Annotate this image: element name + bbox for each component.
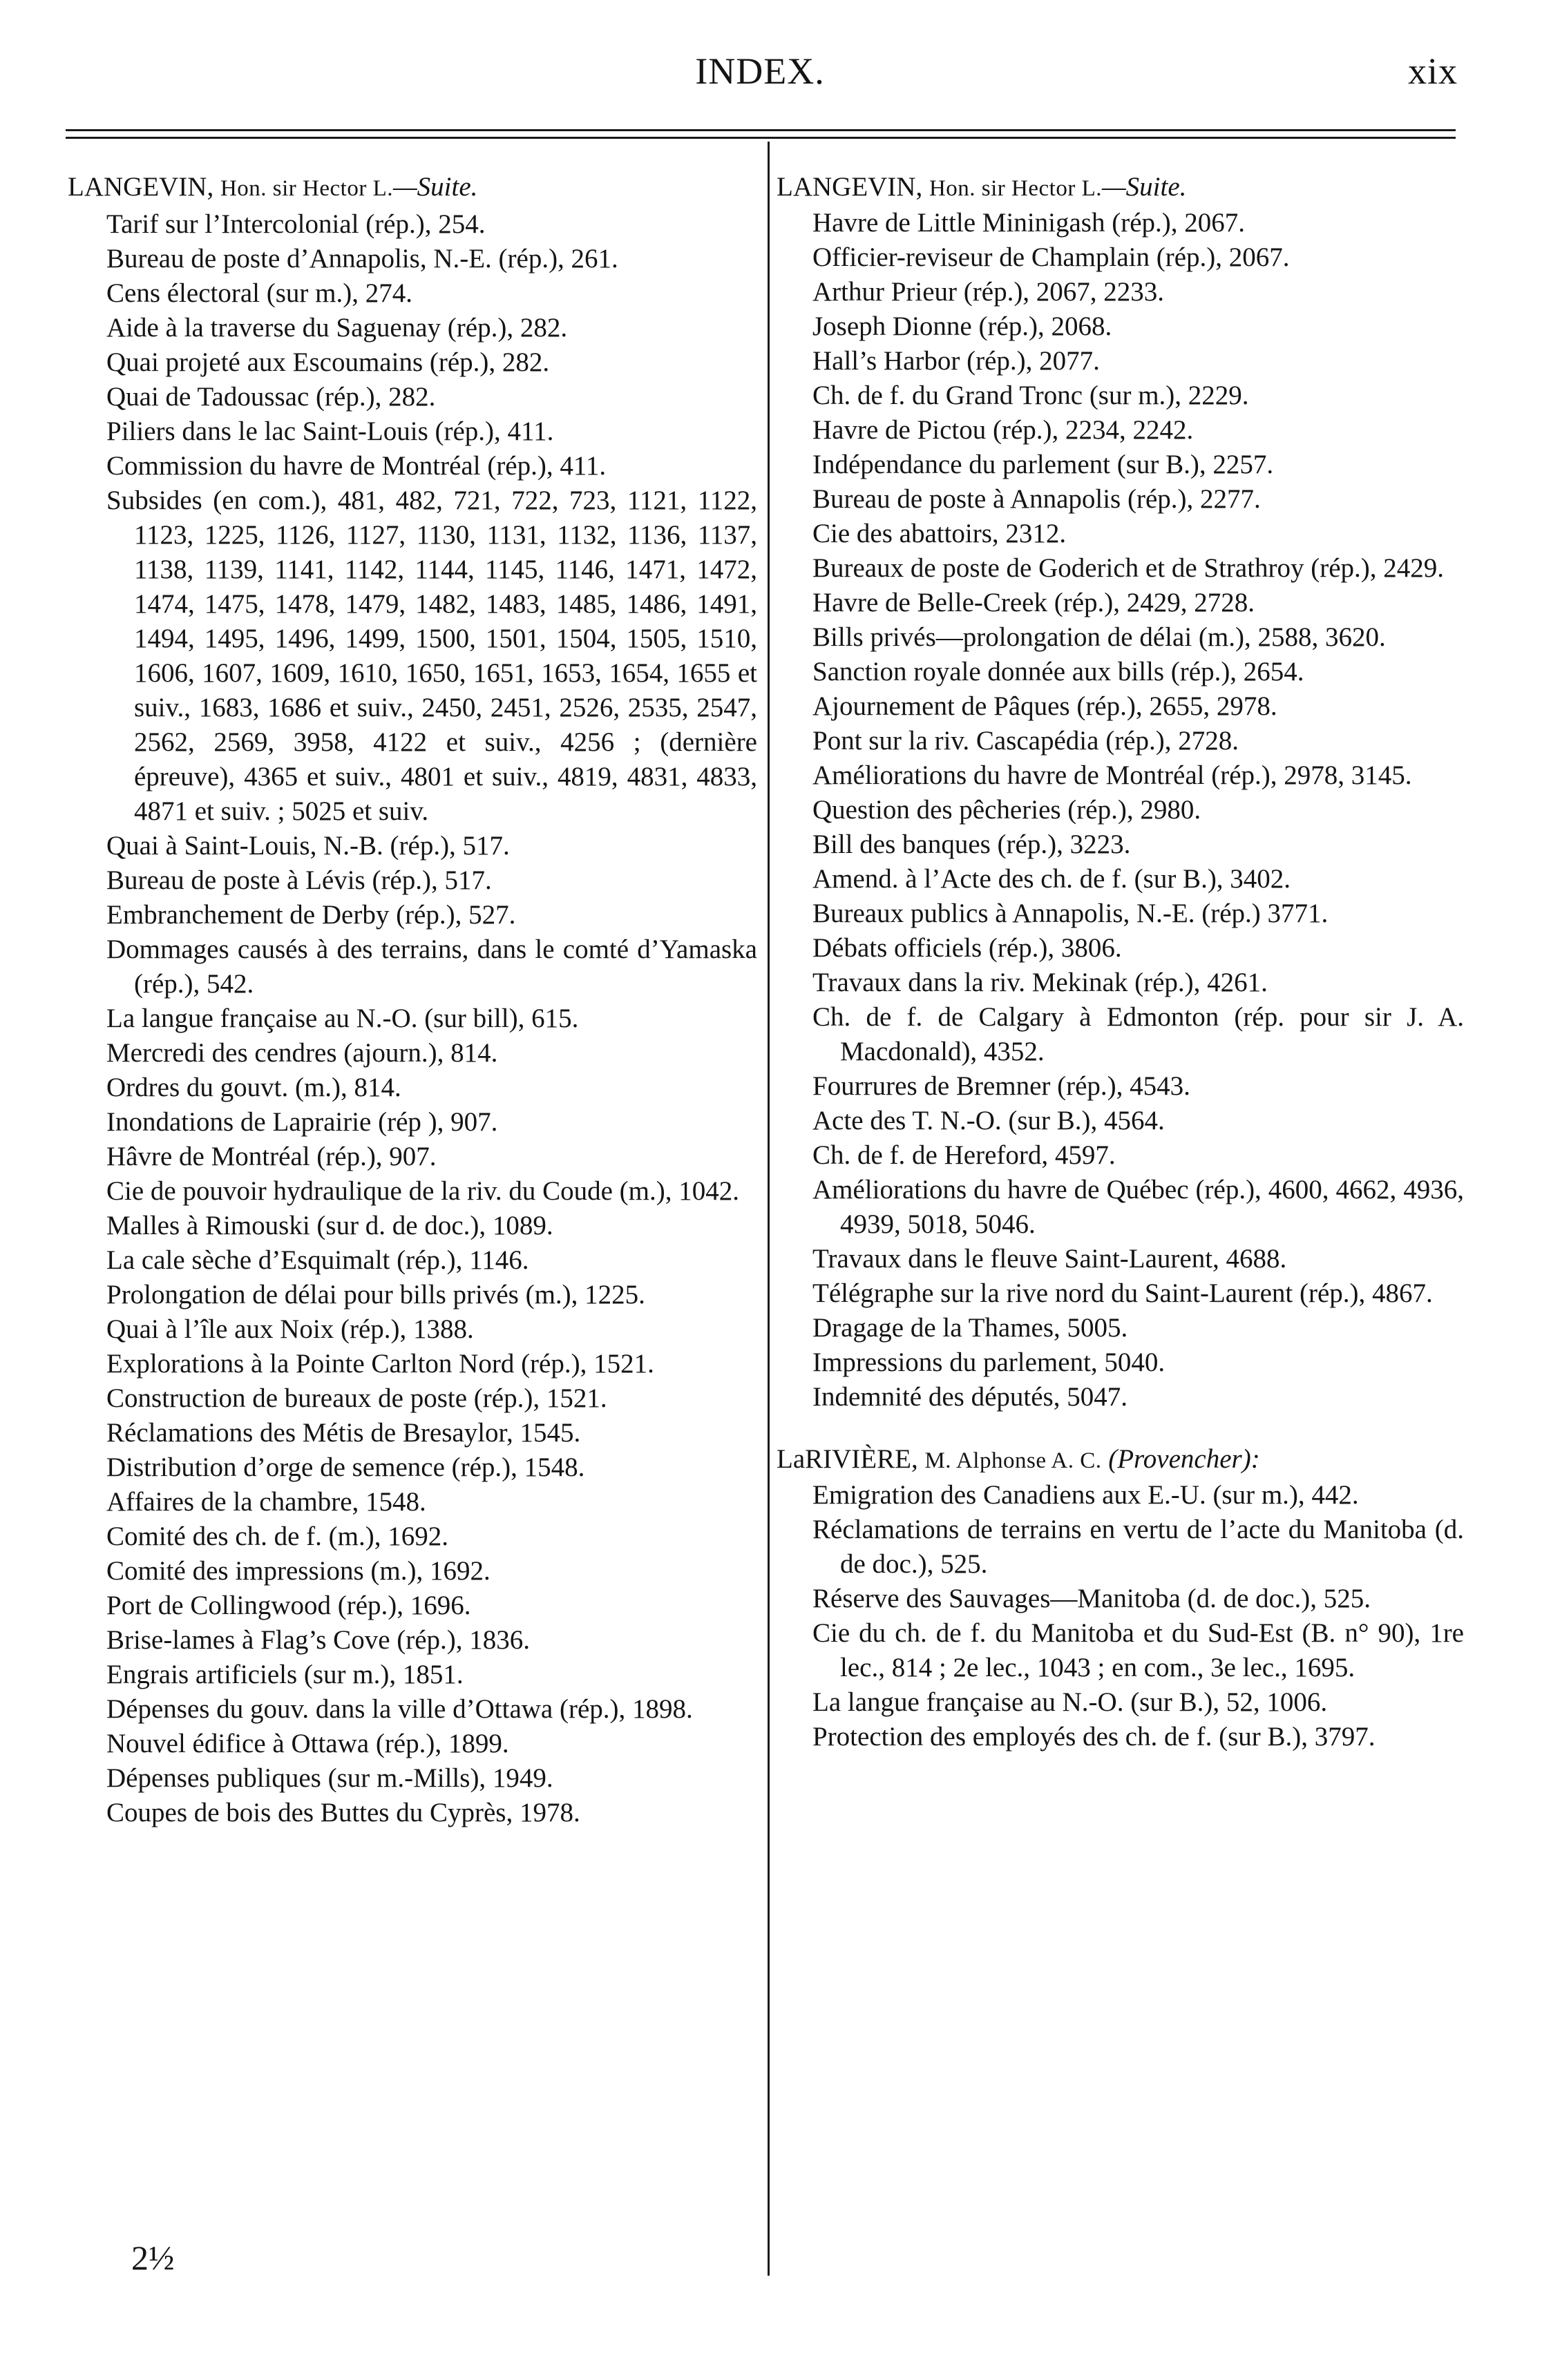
index-entry: Cie des abattoirs, 2312.	[812, 519, 1067, 548]
index-entry: Affaires de la chambre, 1548.	[106, 1487, 426, 1517]
index-entry: Bill des banques (rép.), 3223.	[812, 829, 1131, 859]
page-number: xix	[1407, 50, 1458, 92]
index-entry: Engrais artificiels (sur m.), 1851.	[106, 1660, 464, 1689]
index-entry: Comité des ch. de f. (m.), 1692.	[106, 1522, 448, 1551]
index-entry: Ordres du gouvt. (m.), 814.	[106, 1073, 401, 1102]
index-entry: Arthur Prieur (rép.), 2067, 2233.	[812, 277, 1165, 307]
index-entry: Réclamations de terrains en vertu de l’acte du Manitoba (d. de doc.), 525.	[812, 1515, 1464, 1579]
index-entry: Dépenses publiques (sur m.-Mills), 1949.	[106, 1763, 553, 1793]
index-entry: Ch. de f. de Hereford, 4597.	[812, 1140, 1116, 1170]
index-entry: Réserve des Sauvages—Manitoba (d. de doc.), 525.	[812, 1584, 1371, 1613]
index-entry: Bureaux publics à Annapolis, N.-E. (rép.) 3771.	[812, 899, 1329, 928]
index-entry: Fourrures de Bremner (rép.), 4543.	[812, 1071, 1190, 1101]
index-entry: Inondations de Laprairie (rép ), 907.	[106, 1107, 498, 1137]
index-entry: Ch. de f. de Calgary à Edmonton (rép. pour sir J. A. Macdonald), 4352.	[812, 1002, 1464, 1066]
index-entry: Quai projeté aux Escoumains (rép.), 282.	[106, 347, 550, 377]
index-entry: Bureau de poste d’Annapolis, N.-E. (rép.), 261.	[106, 244, 618, 273]
heading-title: Hon. sir Hector L.	[220, 176, 393, 201]
index-entry: Dommages causés à des terrains, dans le comté d’Yamaska (rép.), 542.	[106, 934, 757, 999]
heading-title: M. Alphonse A. C.	[924, 1448, 1102, 1473]
index-entry: Subsides (en com.), 481, 482, 721, 722, 723, 1121, 1122, 1123, 1225, 1126, 1127, 1130, 1131, 1132, 1136, 1137, 1138, 1139, 1141, 1142, 1144, 1145, 1146, 1471, 1472, 1474, 1475, 1478, 1479, 1482, 1483, 1485, 1486, 1491, 1494, 1495, 1496, 1499, 1500, 1501, 1504, 1505, 1510, 1606, 1607, 1609, 1610, 1650, 1651, 1653, 1654, 1655 et suiv., 1683, 1686 et suiv., 2450, 2451, 2526, 2535, 2547, 2562, 2569, 3958, 4122 et suiv., 4256 ; (dernière épreuve), 4365 et suiv., 4801 et suiv., 4819, 4831, 4833, 4871 et suiv. ; 5025 et suiv.	[106, 486, 757, 826]
heading-suffix: (Provencher):	[1108, 1444, 1260, 1474]
heading-name: LANGEVIN,	[777, 172, 923, 202]
index-entry: Travaux dans le fleuve Saint-Laurent, 4688.	[812, 1244, 1287, 1274]
index-entry: Distribution d’orge de semence (rép.), 1548.	[106, 1452, 585, 1482]
index-entry: Havre de Pictou (rép.), 2234, 2242.	[812, 415, 1194, 445]
index-entry: Réclamations des Métis de Bresaylor, 1545.	[106, 1418, 581, 1448]
index-entry: La langue française au N.-O. (sur B.), 52, 1006.	[812, 1687, 1328, 1717]
index-entry: Aide à la traverse du Saguenay (rép.), 282.	[106, 313, 568, 343]
signature-mark: 2½	[131, 2238, 175, 2277]
index-entry: Bureau de poste à Lévis (rép.), 517.	[106, 865, 492, 895]
index-entry: Acte des T. N.-O. (sur B.), 4564.	[812, 1106, 1165, 1135]
heading-name: LANGEVIN,	[68, 172, 214, 202]
index-entry: Travaux dans la riv. Mekinak (rép.), 4261.	[812, 968, 1268, 997]
left-column	[68, 170, 757, 1830]
heading-suffix: —Suite.	[1102, 172, 1187, 202]
column-divider	[768, 142, 770, 2276]
header-rule-bottom	[66, 137, 1456, 139]
running-head	[62, 50, 1458, 105]
index-entry: Cie du ch. de f. du Manitoba et du Sud-Est (B. n° 90), 1re lec., 814 ; 2e lec., 1043 ; en com., 3e lec., 1695.	[812, 1618, 1464, 1682]
index-entry: Cens électoral (sur m.), 274.	[106, 278, 412, 308]
index-entry-list	[777, 1478, 1464, 1754]
index-entry: Indemnité des députés, 5047.	[812, 1382, 1127, 1412]
index-entry: Sanction royale donnée aux bills (rép.), 2654.	[812, 657, 1304, 687]
page-title: INDEX.	[695, 50, 825, 92]
index-entry: Dragage de la Thames, 5005.	[812, 1313, 1128, 1343]
index-entry: Nouvel édifice à Ottawa (rép.), 1899.	[106, 1729, 509, 1758]
index-entry: Bureau de poste à Annapolis (rép.), 2277.	[812, 484, 1261, 514]
section-spacer	[777, 1414, 1464, 1442]
index-entry: Construction de bureaux de poste (rép.), 1521.	[106, 1383, 607, 1413]
index-entry: Tarif sur l’Intercolonial (rép.), 254.	[106, 209, 486, 239]
index-entry: Malles à Rimouski (sur d. de doc.), 1089.	[106, 1211, 553, 1240]
index-entry: Question des pêcheries (rép.), 2980.	[812, 795, 1201, 825]
index-entry: Embranchement de Derby (rép.), 527.	[106, 900, 516, 930]
index-entry: Amend. à l’Acte des ch. de f. (sur B.), 3402.	[812, 864, 1291, 894]
index-entry: Bills privés—prolongation de délai (m.), 2588, 3620.	[812, 622, 1386, 652]
index-entry: Quai à Saint-Louis, N.-B. (rép.), 517.	[106, 831, 510, 861]
index-entry: Comité des impressions (m.), 1692.	[106, 1556, 491, 1586]
index-entry: Bureaux de poste de Goderich et de Strathroy (rép.), 2429.	[812, 553, 1445, 583]
right-column	[777, 170, 1464, 1754]
heading-name: LaRIVIÈRE,	[777, 1444, 918, 1474]
index-entry: Quai à l’île aux Noix (rép.), 1388.	[106, 1314, 474, 1344]
index-entry: Explorations à la Pointe Carlton Nord (rép.), 1521.	[106, 1349, 654, 1379]
index-entry: Officier-reviseur de Champlain (rép.), 2067.	[812, 242, 1290, 272]
index-entry: Indépendance du parlement (sur B.), 2257.	[812, 450, 1274, 479]
index-entry: Mercredi des cendres (ajourn.), 814.	[106, 1038, 498, 1068]
index-entry: Piliers dans le lac Saint-Louis (rép.), 411.	[106, 416, 554, 446]
index-entry: Pont sur la riv. Cascapédia (rép.), 2728.	[812, 726, 1239, 756]
index-entry: Havre de Belle-Creek (rép.), 2429, 2728.	[812, 588, 1255, 617]
index-entry: Ch. de f. du Grand Tronc (sur m.), 2229.	[812, 381, 1249, 410]
index-heading	[68, 170, 757, 206]
index-entry: Brise-lames à Flag’s Cove (rép.), 1836.	[106, 1625, 531, 1655]
index-entry: Ajournement de Pâques (rép.), 2655, 2978.	[812, 691, 1277, 721]
index-entry: Quai de Tadoussac (rép.), 282.	[106, 382, 436, 412]
index-entry: Améliorations du havre de Québec (rép.), 4600, 4662, 4936, 4939, 5018, 5046.	[812, 1175, 1464, 1239]
heading-suffix: —Suite.	[393, 172, 478, 202]
index-entry: Emigration des Canadiens aux E.-U. (sur m.), 442.	[812, 1480, 1359, 1510]
index-entry: La cale sèche d’Esquimalt (rép.), 1146.	[106, 1245, 529, 1275]
index-entry: Hâvre de Montréal (rép.), 907.	[106, 1142, 437, 1171]
index-entry: Débats officiels (rép.), 3806.	[812, 933, 1122, 963]
heading-title: Hon. sir Hector L.	[929, 176, 1102, 201]
index-entry: Télégraphe sur la rive nord du Saint-Laurent (rép.), 4867.	[812, 1278, 1433, 1308]
index-entry: Prolongation de délai pour bills privés (m.), 1225.	[106, 1280, 645, 1309]
index-entry: Protection des employés des ch. de f. (sur B.), 3797.	[812, 1722, 1376, 1752]
index-entry: Cie de pouvoir hydraulique de la riv. du Coude (m.), 1042.	[106, 1176, 739, 1206]
index-entry: Dépenses du gouv. dans la ville d’Ottawa (rép.), 1898.	[106, 1694, 693, 1724]
index-entry: Hall’s Harbor (rép.), 2077.	[812, 346, 1100, 376]
index-heading	[777, 170, 1464, 206]
index-entry-list	[777, 206, 1464, 1414]
index-entry: Port de Collingwood (rép.), 1696.	[106, 1591, 471, 1620]
index-entry: Coupes de bois des Buttes du Cyprès, 1978.	[106, 1798, 580, 1827]
index-entry: Commission du havre de Montréal (rép.), 411.	[106, 451, 607, 481]
index-entry: Havre de Little Mininigash (rép.), 2067.	[812, 208, 1245, 238]
index-entry: Améliorations du havre de Montréal (rép.), 2978, 3145.	[812, 760, 1412, 790]
index-heading	[777, 1442, 1464, 1478]
header-rule-top	[66, 129, 1456, 131]
index-entry: Joseph Dionne (rép.), 2068.	[812, 311, 1112, 341]
index-entry: La langue française au N.-O. (sur bill), 615.	[106, 1004, 579, 1033]
index-entry-list	[68, 207, 757, 1830]
index-entry: Impressions du parlement, 5040.	[812, 1347, 1165, 1377]
